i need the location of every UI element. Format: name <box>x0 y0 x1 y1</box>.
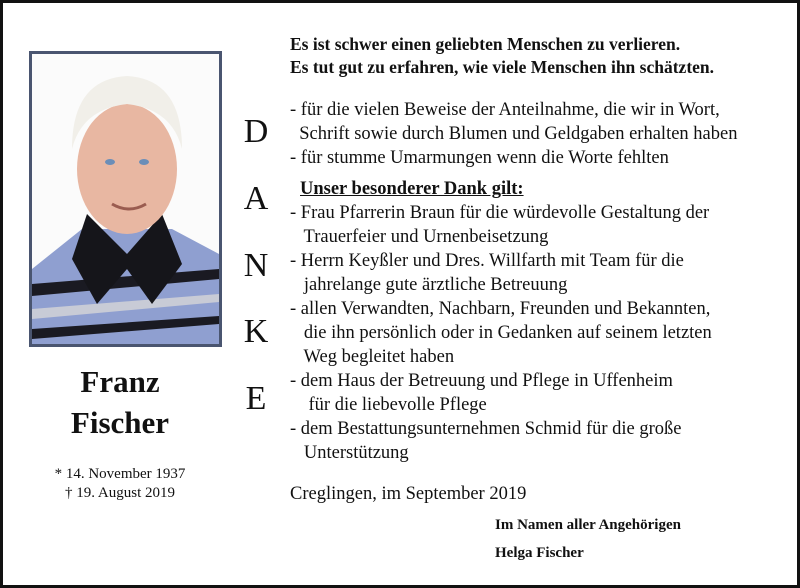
signature-line: Im Namen aller Angehörigen <box>495 517 681 533</box>
life-dates <box>20 465 220 503</box>
special-line: jahrelange gute ärztliche Betreuung <box>290 275 568 295</box>
danke-letter: D <box>243 113 269 150</box>
special-line: Weg begleitet haben <box>290 347 455 367</box>
thanks-list <box>290 98 737 170</box>
special-line: für die liebevolle Pflege <box>290 395 487 415</box>
special-line: - Frau Pfarrerin Braun für die würdevolle Gestaltung der <box>290 203 710 223</box>
thanks-line: - für stumme Umarmungen wenn die Worte fehlten <box>290 148 669 168</box>
special-line: - Herrn Keyßler und Dres. Willfarth mit Team für die <box>290 251 684 271</box>
signature-name: Helga Fischer <box>495 545 584 561</box>
danke-letter: E <box>245 380 267 417</box>
heading-line: Es ist schwer einen geliebten Menschen zu verlieren. <box>290 34 681 54</box>
special-line: - allen Verwandten, Nachbarn, Freunden und Bekannten, <box>290 299 711 319</box>
special-thanks-list <box>290 201 712 465</box>
special-line: - dem Haus der Betreuung und Pflege in Uffenheim <box>290 371 673 391</box>
place-date: Creglingen, im September 2019 <box>290 484 527 504</box>
special-line: Trauerfeier und Urnenbeisetzung <box>290 227 549 247</box>
last-name: Fischer <box>70 405 170 440</box>
thanks-line: - für die vielen Beweise der Anteilnahme, die wir in Wort, <box>290 100 720 120</box>
birth-date: * 14. November 1937 <box>54 466 186 482</box>
heading <box>290 33 714 79</box>
special-thanks-heading: Unser besonderer Dank gilt: <box>300 179 524 199</box>
special-line: die ihn persönlich oder in Gedanken auf seinem letzten <box>290 323 712 343</box>
first-name: Franz <box>80 364 160 399</box>
heading-line: Es tut gut zu erfahren, wie viele Menschen ihn schätzten. <box>290 57 715 77</box>
death-date: † 19. August 2019 <box>64 485 175 501</box>
danke-letter: K <box>243 313 269 350</box>
danke-letter: A <box>243 180 269 217</box>
special-line: Unterstützung <box>290 443 409 463</box>
special-line: - dem Bestattungsunternehmen Schmid für die große <box>290 419 682 439</box>
thanks-line: Schrift sowie durch Blumen und Geldgaben erhalten haben <box>290 124 738 144</box>
portrait-photo <box>29 51 222 347</box>
danke-letter: N <box>243 247 269 284</box>
